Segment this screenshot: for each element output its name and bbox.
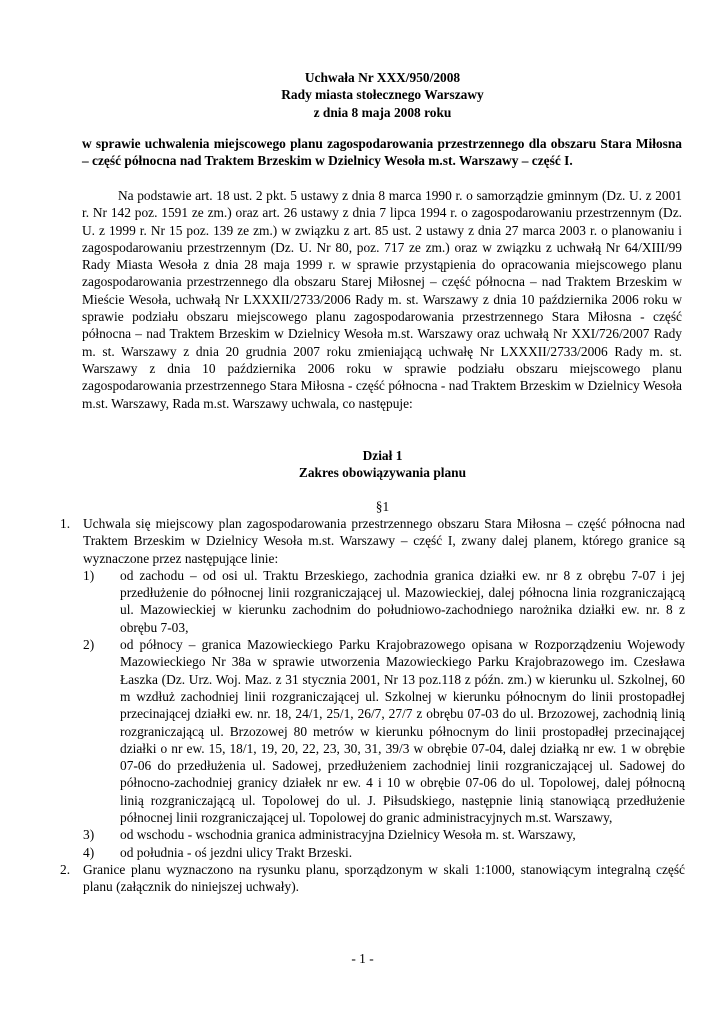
- provisions-list: [60, 515, 685, 896]
- list-item: [60, 826, 685, 843]
- item-text: od wschodu - wschodnia granica administracyjna Dzielnicy Wesoła m. st. Warszawy,: [120, 827, 576, 843]
- list-item: [60, 636, 685, 826]
- item-text: Granice planu wyznaczono na rysunku planu, sporządzonym w skali 1:1000, stanowiącym integralną część planu (załącznik do niniejszej uchwały).: [83, 861, 685, 895]
- item-text: od północy – granica Mazowieckiego Parku Krajobrazowego opisana w Rozporządzeniu Wojewody Mazowieckiego Nr 38a w sprawie utworzenia Mazowieckiego Parku Krajobrazowego im. Czesława Łaszka (Dz. Urz. Woj. Maz. z 31 stycznia 2001, Nr 13 poz.118 z późn. zm.) w kierunku ul. Szkolnej, 60 m wzdłuż zachodniej linii rozgraniczającej ul. Szkolnej w kierunku północnym do linii prostopadłej przecinającej działki ew. nr. 18, 24/1, 25/1, 26/7, 27/7 z obrębu 07-03 do ul. Brzozowej, zachodnią linią rozgraniczającą ul. Brzozowej 80 metrów w kierunku północnym do linii prostopadłej przecinającej działki o nr ew. 15, 18/1, 19, 20, 22, 23, 30, 31, 39/3 w obrębie 07-04, dalej działką nr ew. 1 w obrębie 07-06 do przedłużenia ul. Sadowej, przedłużeniem zachodniej linii rozgraniczającej ul. Sadowej do północno-zachodniej granicy działek nr ew. 4 i 10 w obrębie 07-06 do ul. Topolowej, dalej północną linią rozgraniczającą ul. Topolowej do ul. J. Piłsudskiego, następnie linią stanowiącą przedłużenie północnej linii rozgraniczającej ul. Topolowej do granic administracyjnych m.st. Warszawy,: [120, 637, 685, 826]
- section-heading: [60, 447, 705, 482]
- list-item: [60, 861, 685, 896]
- section-subtitle: Zakres obowiązywania planu: [298, 465, 467, 481]
- section-title: Dział 1: [362, 448, 403, 463]
- item-text: Uchwala się miejscowy plan zagospodarowania przestrzennego obszaru Stara Miłosna – część północna nad Traktem Brzeskim w Dzielnicy Wesoła m.st. Warszawy – część I, zwany dalej planem, którego granice są wyznaczone przez następujące linie:: [83, 516, 685, 566]
- legal-basis-paragraph: Na podstawie art. 18 ust. 2 pkt. 5 ustawy z dnia 8 marca 1990 r. o samorządzie gminnym (Dz. U. z 2001 r. Nr 142 poz. 1591 ze zm.) oraz art. 26 ustawy z dnia 7 lipca 1994 r. o zagospodarowaniu przestrzennym (Dz. U. z 1999 r. Nr 15 poz. 139 ze zm.) w związku z art. 85 ust. 2 ustawy z dnia 27 marca 2003 r. o planowaniu i zagospodarowaniu przestrzennym (Dz. U. Nr 80, poz. 717 ze zm.) oraz w związku z uchwałą Nr 64/XIII/99 Rady Miasta Wesoła z dnia 28 maja 1999 r. w sprawie przystąpienia do opracowania miejscowego planu zagospodarowania przestrzennego dla obszaru Starej Miłosnej – część północna – nad Traktem Brzeskim w Mieście Wesoła, uchwałą Nr LXXXII/2733/2006 Rady m. st. Warszawy z dnia 10 października 2006 roku w sprawie podziału obszaru miejscowego planu zagospodarowania przestrzennego Stara Miłosna - część północna – nad Traktem Brzeskim w Dzielnicy Wesoła m.st. Warszawy oraz uchwałą Nr XXI/726/2007 Rady m. st. Warszawy z dnia 20 grudnia 2007 roku zmieniającą uchwałę Nr LXXXII/2733/2006 Rady m. st. Warszawy z dnia 10 października 2006 roku w sprawie podziału obszaru miejscowego planu zagospodarowania przestrzennego Stara Miłosna - część północna - nad Traktem Brzeskim w Dzielnicy Wesoła m.st. Warszawy, Rada m.st. Warszawy uchwala, co następuje:: [82, 188, 682, 411]
- resolution-header: [60, 69, 705, 121]
- item-number: 4): [83, 844, 95, 860]
- resolution-number: Uchwała Nr XXX/950/2008: [304, 70, 461, 85]
- item-number: 2.: [60, 861, 71, 877]
- paragraph-symbol: §1: [375, 499, 390, 514]
- resolution-date: z dnia 8 maja 2008 roku: [313, 104, 452, 120]
- item-number: 2): [83, 637, 95, 653]
- item-number: 1.: [60, 516, 71, 531]
- council-name: Rady miasta stołecznego Warszawy: [281, 87, 484, 103]
- item-text: od zachodu – od osi ul. Traktu Brzeskiego, zachodnia granica działki ew. nr 8 z obrębu 7-07 i jej przedłużenie do północnej linii rozgraniczającej ul. Mazowieckiej, dalej północna linia rozgraniczającą ul. Mazowieckiej w kierunku zachodnim do południowo-zachodniego narożnika działki ew. nr. 8 z obrębu 7-03,: [120, 567, 685, 635]
- list-item: [60, 515, 685, 861]
- item-number: 1): [83, 567, 95, 583]
- boundary-list: [83, 567, 685, 861]
- item-number: 3): [83, 827, 95, 843]
- list-item: [60, 567, 685, 636]
- list-item: [60, 844, 685, 861]
- item-text: od południa - oś jezdni ulicy Trakt Brzeski.: [120, 844, 353, 860]
- resolution-subject: w sprawie uchwalenia miejscowego planu zagospodarowania przestrzennego dla obszaru Stara Miłosna – część północna nad Traktem Brzeskim w Dzielnicy Wesoła m.st. Warszawy – część I.: [82, 136, 682, 169]
- page-number: - 1 -: [351, 951, 374, 966]
